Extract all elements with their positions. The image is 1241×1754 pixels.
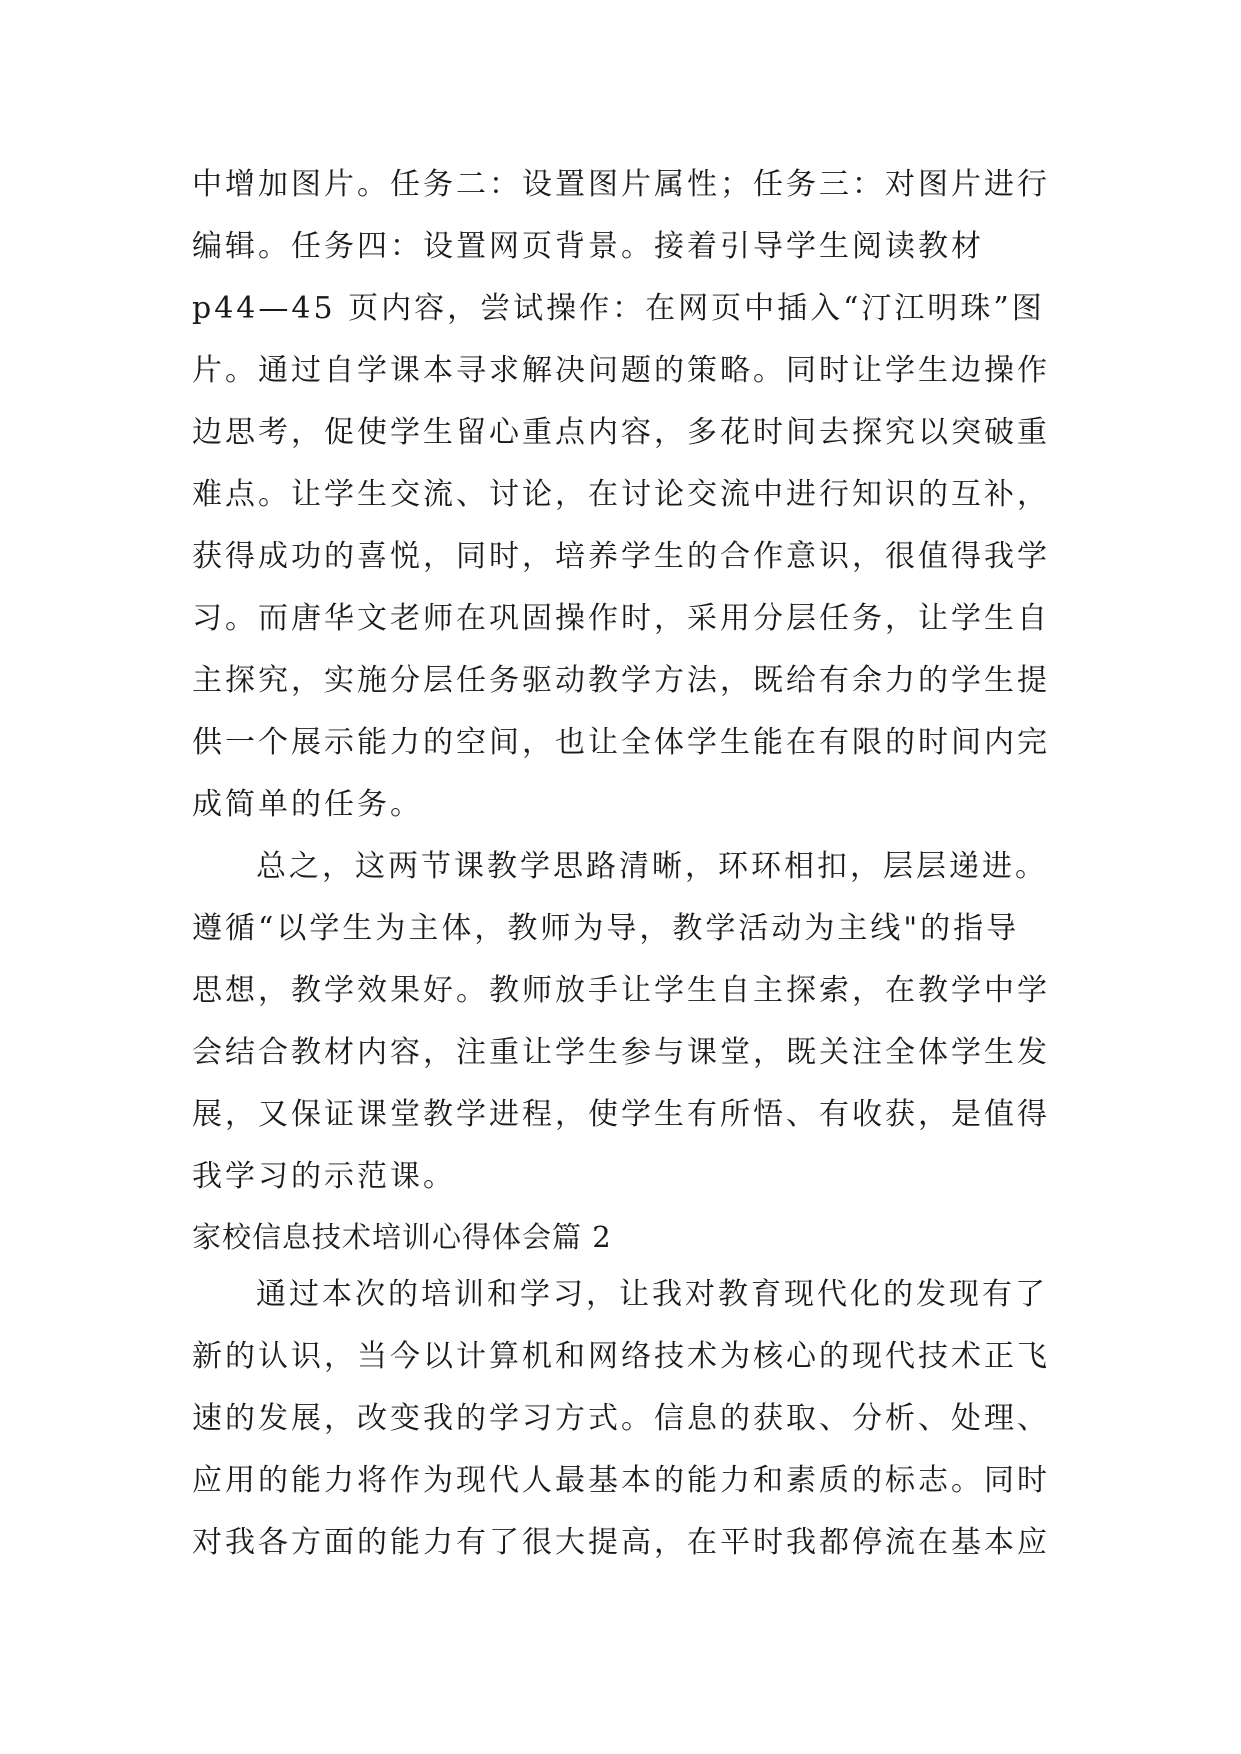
paragraph-line: 编辑。任务四：设置网页背景。接着引导学生阅读教材 <box>192 229 984 264</box>
paragraph-line: 速的发展，改变我的学习方式。信息的获取、分析、处理、 <box>192 1401 1050 1436</box>
paragraph-line: 遵循“以学生为主体，教师为导，教学活动为主线"的指导 <box>192 911 1020 946</box>
paragraph-line: 中增加图片。任务二：设置图片属性；任务三：对图片进行 <box>192 167 1050 202</box>
paragraph-summary <box>192 836 1052 1208</box>
paragraph-line: 我学习的示范课。 <box>192 1159 456 1194</box>
paragraph-line: 新的认识，当今以计算机和网络技术为核心的现代技术正飞 <box>192 1339 1050 1374</box>
paragraph-line: 总之，这两节课教学思路清晰，环环相扣，层层递进。 <box>256 849 1048 884</box>
paragraph-new <box>192 1264 1052 1574</box>
paragraph-line: 应用的能力将作为现代人最基本的能力和素质的标志。同时 <box>192 1463 1050 1498</box>
paragraph-line: 主探究，实施分层任务驱动教学方法，既给有余力的学生提 <box>192 663 1050 698</box>
paragraph-line: p44—45 页内容，尝试操作：在网页中插入“汀江明珠”图 <box>192 291 1045 326</box>
paragraph-line: 对我各方面的能力有了很大提高，在平时我都停流在基本应 <box>192 1525 1050 1560</box>
paragraph-line: 难点。让学生交流、讨论，在讨论交流中进行知识的互补， <box>192 477 1050 512</box>
paragraph-line: 通过本次的培训和学习，让我对教育现代化的发现有了 <box>256 1277 1048 1312</box>
paragraph-line: 供一个展示能力的空间，也让全体学生能在有限的时间内完 <box>192 725 1050 760</box>
paragraph-line: 习。而唐华文老师在巩固操作时，采用分层任务，让学生自 <box>192 601 1050 636</box>
paragraph-line: 展，又保证课堂教学进程，使学生有所悟、有收获，是值得 <box>192 1097 1050 1132</box>
paragraph-line: 边思考，促使学生留心重点内容，多花时间去探究以突破重 <box>192 415 1050 450</box>
paragraph-line: 成简单的任务。 <box>192 787 423 822</box>
paragraph-line: 获得成功的喜悦，同时，培养学生的合作意识，很值得我学 <box>192 539 1050 574</box>
paragraph-line: 思想，教学效果好。教师放手让学生自主探索，在教学中学 <box>192 973 1050 1008</box>
paragraph-line: 片。通过自学课本寻求解决问题的策略。同时让学生边操作 <box>192 353 1050 388</box>
paragraph-line: 会结合教材内容，注重让学生参与课堂，既关注全体学生发 <box>192 1035 1050 1070</box>
paragraph-continued <box>192 154 1052 836</box>
section-heading: 家校信息技术培训心得体会篇 2 <box>192 1220 612 1254</box>
